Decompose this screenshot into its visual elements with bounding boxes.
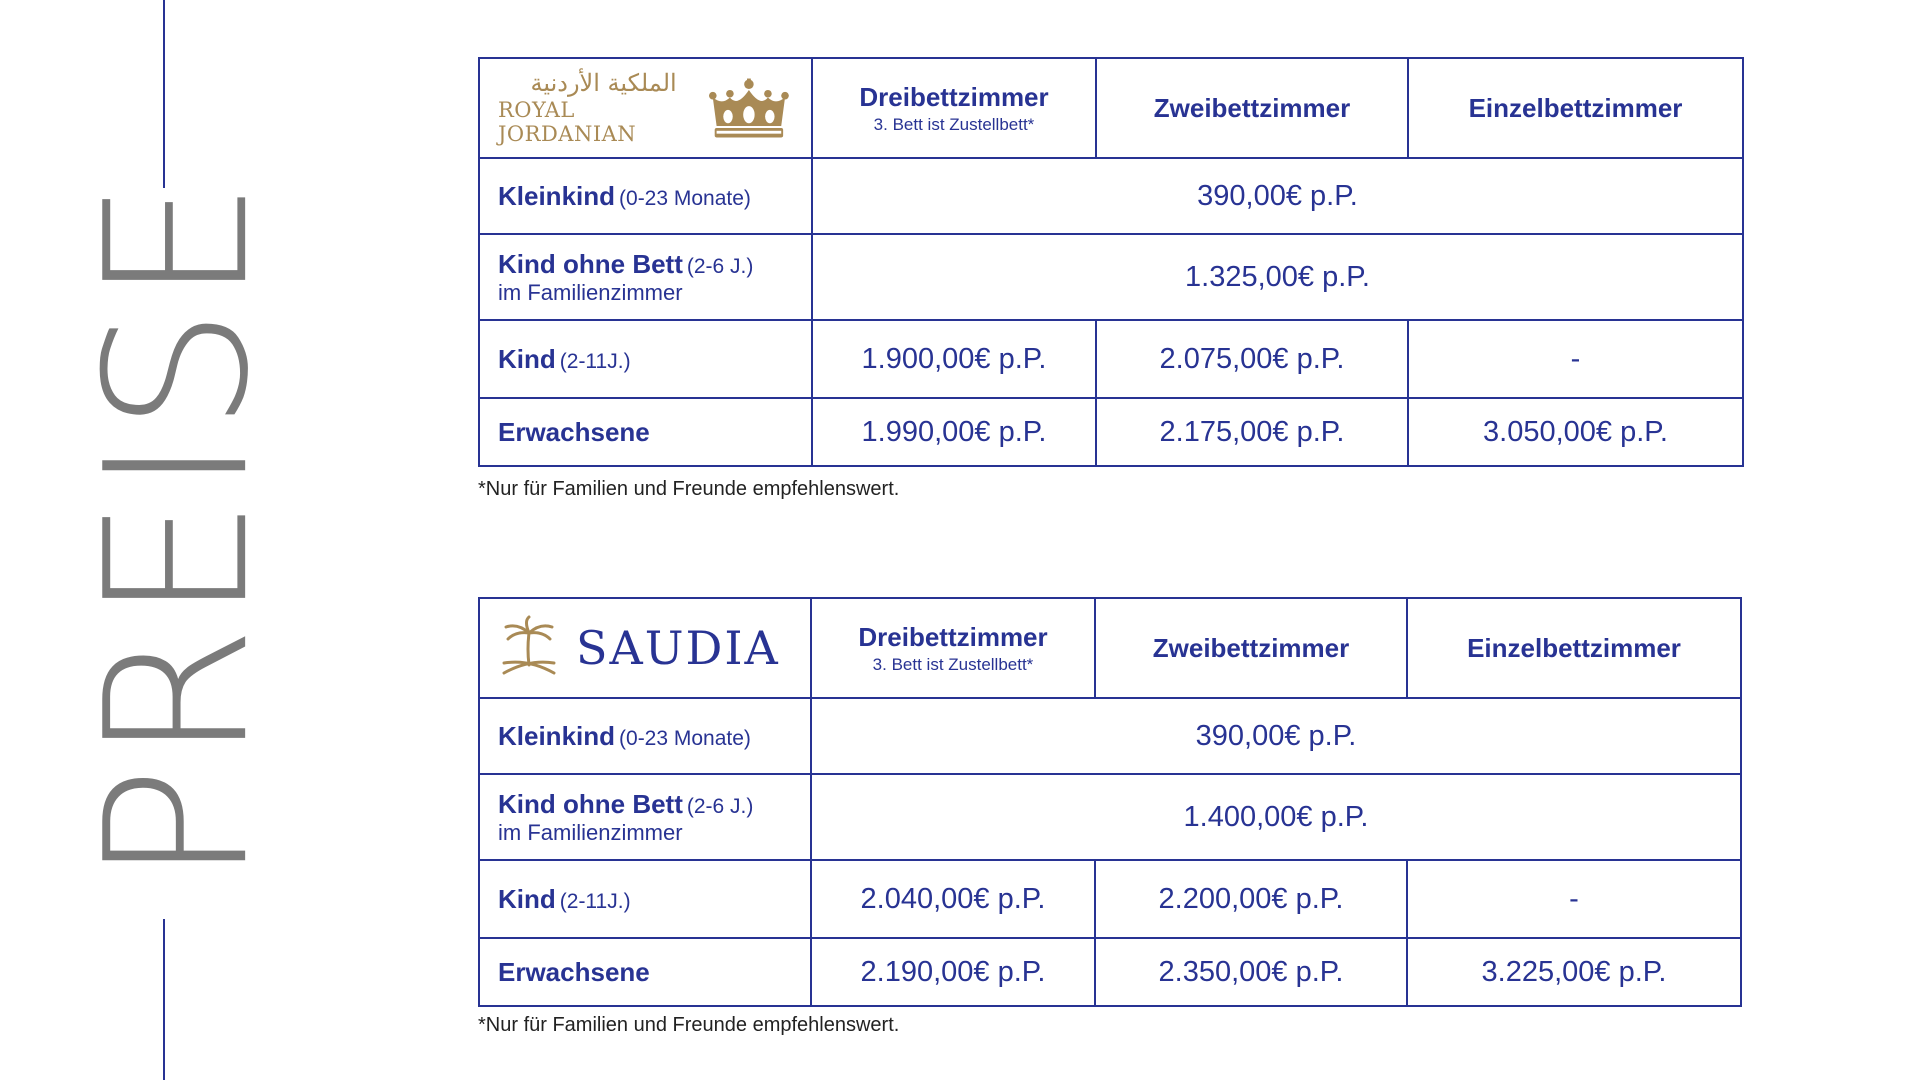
- row-label-note: (2-6 J.): [686, 794, 754, 818]
- row-label: Kind ohne Bett: [498, 788, 683, 819]
- row-label-line2: im Familienzimmer: [498, 279, 683, 305]
- column-header-zweibett: [1096, 58, 1408, 158]
- row-label: Kleinkind: [498, 720, 616, 751]
- logo-arabic-text: الملكية الأردنية: [530, 68, 677, 97]
- divider-line-bottom: [163, 919, 165, 1080]
- divider-line-top: [163, 0, 165, 188]
- row-label: Kind: [498, 343, 556, 374]
- page-title: [64, 175, 292, 885]
- price-cell: 2.200,00€ p.P.: [1095, 860, 1407, 938]
- row-label: Kleinkind: [498, 180, 616, 211]
- row-label: Erwachsene: [498, 416, 650, 447]
- row-label-kleinkind: [479, 158, 812, 234]
- row-label-kind-ohne-bett: [479, 234, 812, 320]
- row-label-kind: [479, 860, 811, 938]
- airline-logo-cell: [479, 58, 812, 158]
- column-header-note: 3. Bett ist Zustellbett*: [872, 654, 1034, 674]
- row-label-note: (2-11J.): [559, 349, 631, 373]
- column-header-label: Einzelbettzimmer: [1468, 92, 1683, 123]
- table-row: [479, 860, 1741, 938]
- table-header-row: [479, 598, 1741, 698]
- column-header-label: Dreibettzimmer: [859, 81, 1049, 112]
- row-label-erwachsene: [479, 398, 812, 466]
- column-header-zweibett: [1095, 598, 1407, 698]
- row-label-note: (0-23 Monate): [619, 726, 751, 750]
- page-title-text: PREISE: [64, 175, 292, 885]
- footnote: *Nur für Familien und Freunde empfehlenswert.: [478, 1014, 900, 1036]
- saudia-logo: [498, 615, 810, 681]
- price-cell: 1.400,00€ p.P.: [811, 774, 1741, 860]
- table-row: [479, 158, 1743, 234]
- price-cell: 390,00€ p.P.: [811, 698, 1741, 774]
- price-cell: 2.175,00€ p.P.: [1096, 398, 1408, 466]
- row-label-kind-ohne-bett: [479, 774, 811, 860]
- price-cell: 3.225,00€ p.P.: [1407, 938, 1741, 1006]
- row-label: Kind ohne Bett: [498, 248, 683, 279]
- price-cell: 2.075,00€ p.P.: [1096, 320, 1408, 398]
- crown-icon: [709, 75, 789, 141]
- row-label: Kind: [498, 883, 556, 914]
- column-header-label: Dreibettzimmer: [858, 621, 1048, 652]
- table-row: [479, 698, 1741, 774]
- price-table-royal-jordanian: [478, 57, 1744, 467]
- footnote: *Nur für Familien und Freunde empfehlenswert.: [478, 478, 900, 500]
- row-label-kind: [479, 320, 812, 398]
- price-cell: 1.325,00€ p.P.: [812, 234, 1743, 320]
- column-header-dreibett: [812, 58, 1096, 158]
- column-header-label: Zweibettzimmer: [1152, 632, 1350, 663]
- price-table-saudia: [478, 597, 1742, 1007]
- column-header-dreibett: [811, 598, 1095, 698]
- table-header-row: [479, 58, 1743, 158]
- price-cell: 390,00€ p.P.: [812, 158, 1743, 234]
- palm-swords-emblem-icon: [498, 615, 560, 681]
- row-label-note: (2-11J.): [559, 889, 631, 913]
- logo-latin-text: ROYAL JORDANIAN: [498, 98, 637, 147]
- row-label-kleinkind: [479, 698, 811, 774]
- column-header-label: Einzelbettzimmer: [1467, 632, 1681, 663]
- column-header-note: 3. Bett ist Zustellbett*: [873, 114, 1035, 134]
- royal-jordanian-logo: [498, 70, 811, 146]
- price-cell: 1.990,00€ p.P.: [812, 398, 1096, 466]
- table-row: [479, 234, 1743, 320]
- table-row: [479, 938, 1741, 1006]
- row-label-erwachsene: [479, 938, 811, 1006]
- price-cell: -: [1408, 320, 1743, 398]
- row-label-note: (0-23 Monate): [619, 186, 751, 210]
- price-cell: 2.190,00€ p.P.: [811, 938, 1095, 1006]
- row-label-note: (2-6 J.): [686, 254, 754, 278]
- price-cell: -: [1407, 860, 1741, 938]
- table-row: [479, 398, 1743, 466]
- column-header-label: Zweibettzimmer: [1153, 92, 1351, 123]
- airline-logo-cell: [479, 598, 811, 698]
- row-label: Erwachsene: [498, 956, 650, 987]
- price-cell: 2.040,00€ p.P.: [811, 860, 1095, 938]
- column-header-einzelbett: [1408, 58, 1743, 158]
- price-cell: 3.050,00€ p.P.: [1408, 398, 1743, 466]
- price-cell: 1.900,00€ p.P.: [812, 320, 1096, 398]
- table-row: [479, 774, 1741, 860]
- column-header-einzelbett: [1407, 598, 1741, 698]
- table-row: [479, 320, 1743, 398]
- row-label-line2: im Familienzimmer: [498, 819, 683, 845]
- logo-latin-text: SAUDIA: [576, 621, 780, 675]
- price-cell: 2.350,00€ p.P.: [1095, 938, 1407, 1006]
